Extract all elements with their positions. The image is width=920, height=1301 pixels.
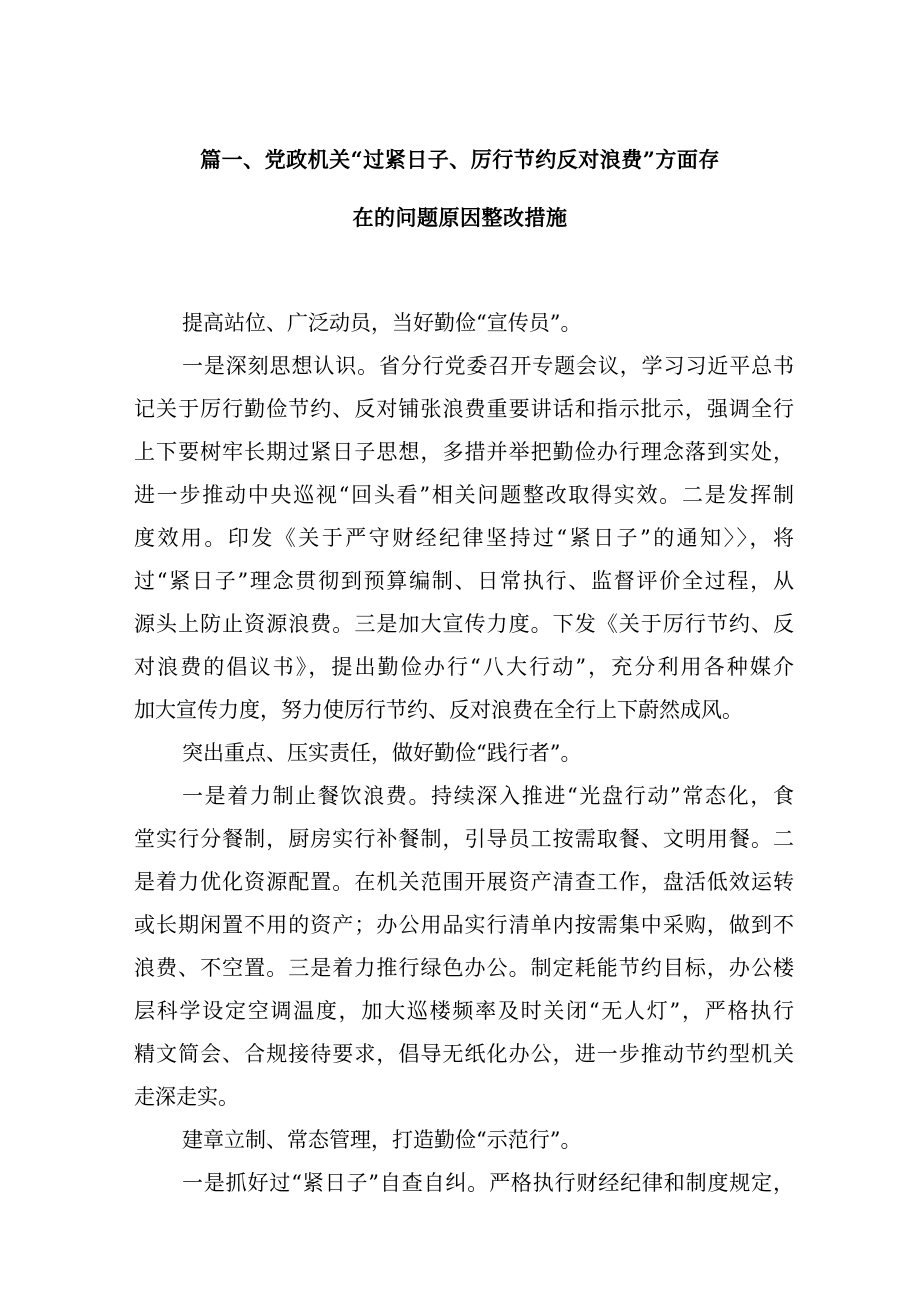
paragraph-line: 一是抓好过“紧日子”自查自纠。严格执行财经纪律和制度规定，	[182, 1171, 794, 1195]
paragraph-line: 度效用。印发《关于严守财经纪律坚持过“紧日子”的通知〉〉，将	[134, 526, 794, 550]
paragraph-line: 上下要树牢长期过紧日子思想，多措并举把勤俭办行理念落到实处，	[134, 440, 794, 464]
paragraph-line: 一是深刻思想认识。省分行党委召开专题会议，学习习近平总书	[182, 354, 794, 378]
paragraph-line: 或长期闲置不用的资产；办公用品实行清单内按需集中采购，做到不	[134, 913, 794, 937]
paragraph-line: 加大宣传力度，努力使厉行节约、反对浪费在全行上下蔚然成风。	[134, 698, 743, 722]
paragraph-line: 对浪费的倡议书》，提出勤俭办行“八大行动”，充分利用各种媒介	[134, 655, 794, 679]
paragraph-line: 源头上防止资源浪费。三是加大宣传力度。下发《关于厉行节约、反	[134, 612, 794, 636]
paragraph-line: 一是着力制止餐饮浪费。持续深入推进“光盘行动”常态化，食	[182, 784, 794, 808]
section-heading-2: 突出重点、压实责任，做好勤俭“践行者”。	[182, 741, 582, 765]
paragraph-line: 进一步推动中央巡视“回头看”相关问题整改取得实效。二是发挥制	[134, 483, 794, 507]
paragraph-line: 浪费、不空置。三是着力推行绿色办公。制定耗能节约目标，办公楼	[134, 956, 794, 980]
section-heading-1: 提高站位、广泛动员，当好勤俭“宣传员”。	[182, 311, 582, 335]
paragraph-line: 精文简会、合规接待要求，倡导无纸化办公，进一步推动节约型机关	[134, 1042, 794, 1066]
paragraph-line: 堂实行分餐制，厨房实行补餐制，引导员工按需取餐、文明用餐。二	[134, 827, 794, 851]
section-heading-3: 建章立制、常态管理，打造勤俭“示范行”。	[182, 1128, 582, 1152]
paragraph-line: 层科学设定空调温度，加大巡楼频率及时关闭“无人灯”，严格执行	[134, 999, 794, 1023]
paragraph-line: 过“紧日子”理念贯彻到预算编制、日常执行、监督评价全过程，从	[134, 569, 794, 593]
document-title-line-2: 在的问题原因整改措施	[352, 205, 568, 230]
document-title-line-1: 篇一、党政机关“过紧日子、厉行节约反对浪费”方面存	[200, 147, 720, 172]
paragraph-line: 记关于厉行勤俭节约、反对铺张浪费重要讲话和指示批示，强调全行	[134, 397, 794, 421]
paragraph-line: 是着力优化资源配置。在机关范围开展资产清查工作，盘活低效运转	[134, 870, 794, 894]
paragraph-line: 走深走实。	[134, 1085, 239, 1109]
